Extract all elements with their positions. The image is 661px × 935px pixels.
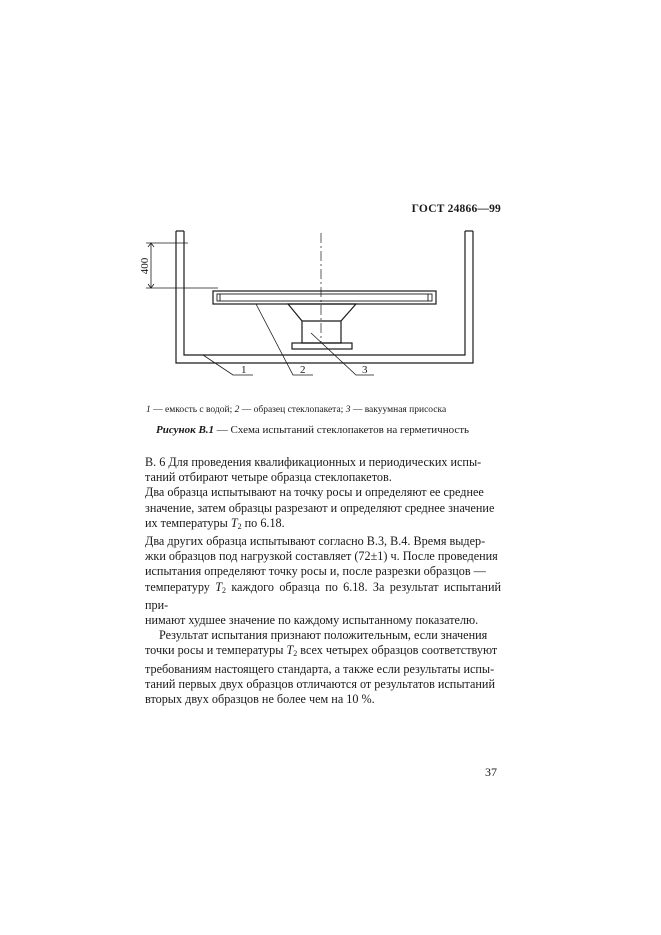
test-scheme-drawing (128, 225, 498, 390)
standard-header: ГОСТ 24866—99 (411, 203, 501, 215)
symbol-sub: 2 (237, 521, 242, 531)
p3-line-4 (145, 580, 501, 613)
p2-line-3 (145, 516, 501, 534)
figure-caption-text: — Схема испытаний стеклопакетов на герметичность (214, 424, 470, 436)
p3-line-5: нимают худшее значение по каждому испытанному показателю. (145, 613, 479, 628)
legend-text-3: — вакуумная присоска (350, 405, 447, 415)
body-text (145, 455, 501, 707)
legend-text-2: — образец стеклопакета; (239, 405, 346, 415)
p4-line-3: требованиям настоящего стандарта, а также если результаты испы- (145, 661, 495, 676)
suction-cup (288, 304, 356, 343)
p3-line-3: испытания определяют точку росы и, после разрезки образцов — (145, 564, 486, 579)
figure-caption-label: Рисунок В.1 (156, 424, 215, 436)
glass-unit-outer (213, 291, 436, 304)
p1-line-1: В. 6 Для проведения квалификационных и периодических испы- (145, 455, 482, 469)
symbol-t: T (215, 579, 222, 594)
p1-line-2: таний отбирают четыре образца стеклопакетов. (145, 470, 392, 485)
p2-line-1: Два образца испытывают на точку росы и определяют ее среднее (145, 485, 484, 500)
container-inner-wall (184, 231, 465, 355)
p4-line-2-a: точки росы и температуры (145, 643, 287, 658)
p2-line-3-text: их температуры (145, 515, 231, 530)
p3-line-4-b: каждого образца по 6.18. За результат испытаний при- (145, 579, 501, 612)
p4-line-2-b: всех четырех образцов соответствуют (297, 643, 498, 658)
p4-line-5: вторых двух образцов не более чем на 10 %. (145, 692, 375, 707)
callout-1: 1 (241, 364, 247, 376)
symbol-sub: 2 (293, 649, 298, 659)
dimension-label: 400 (139, 257, 151, 275)
symbol-t: T (230, 515, 238, 530)
p3-line-1: Два других образца испытывают согласно В.3, В.4. Время выдер- (145, 534, 486, 549)
p4-line-1: Результат испытания признают положительным, если значения (159, 628, 488, 643)
p2-line-2: значение, затем образцы разрезают и определяют среднее значение (145, 500, 495, 515)
figure-caption (156, 424, 536, 436)
p2-line-3-tail: по 6.18. (241, 515, 285, 530)
symbol-t: T (286, 643, 294, 658)
p3-line-2: жки образцов под нагрузкой составляет (72±1) ч. После проведения (145, 549, 498, 564)
p3-line-4-a: температуру (145, 579, 216, 594)
legend-num-1: 1 (146, 405, 151, 415)
p4-line-2 (145, 643, 501, 661)
symbol-sub: 2 (221, 585, 226, 595)
figure-legend (146, 405, 526, 415)
p4-line-4: таний первых двух образцов отличаются от результатов испытаний (145, 676, 495, 691)
legend-text-1: — емкость с водой; (150, 405, 235, 415)
legend-num-2: 2 (234, 405, 240, 415)
legend-num-3: 3 (345, 405, 351, 415)
suction-cup-base (292, 343, 352, 349)
page-number: 37 (485, 765, 497, 779)
callout-2: 2 (300, 364, 306, 376)
glass-unit-inner (217, 294, 432, 301)
test-scheme-figure (128, 225, 498, 390)
callout-3: 3 (362, 364, 368, 376)
